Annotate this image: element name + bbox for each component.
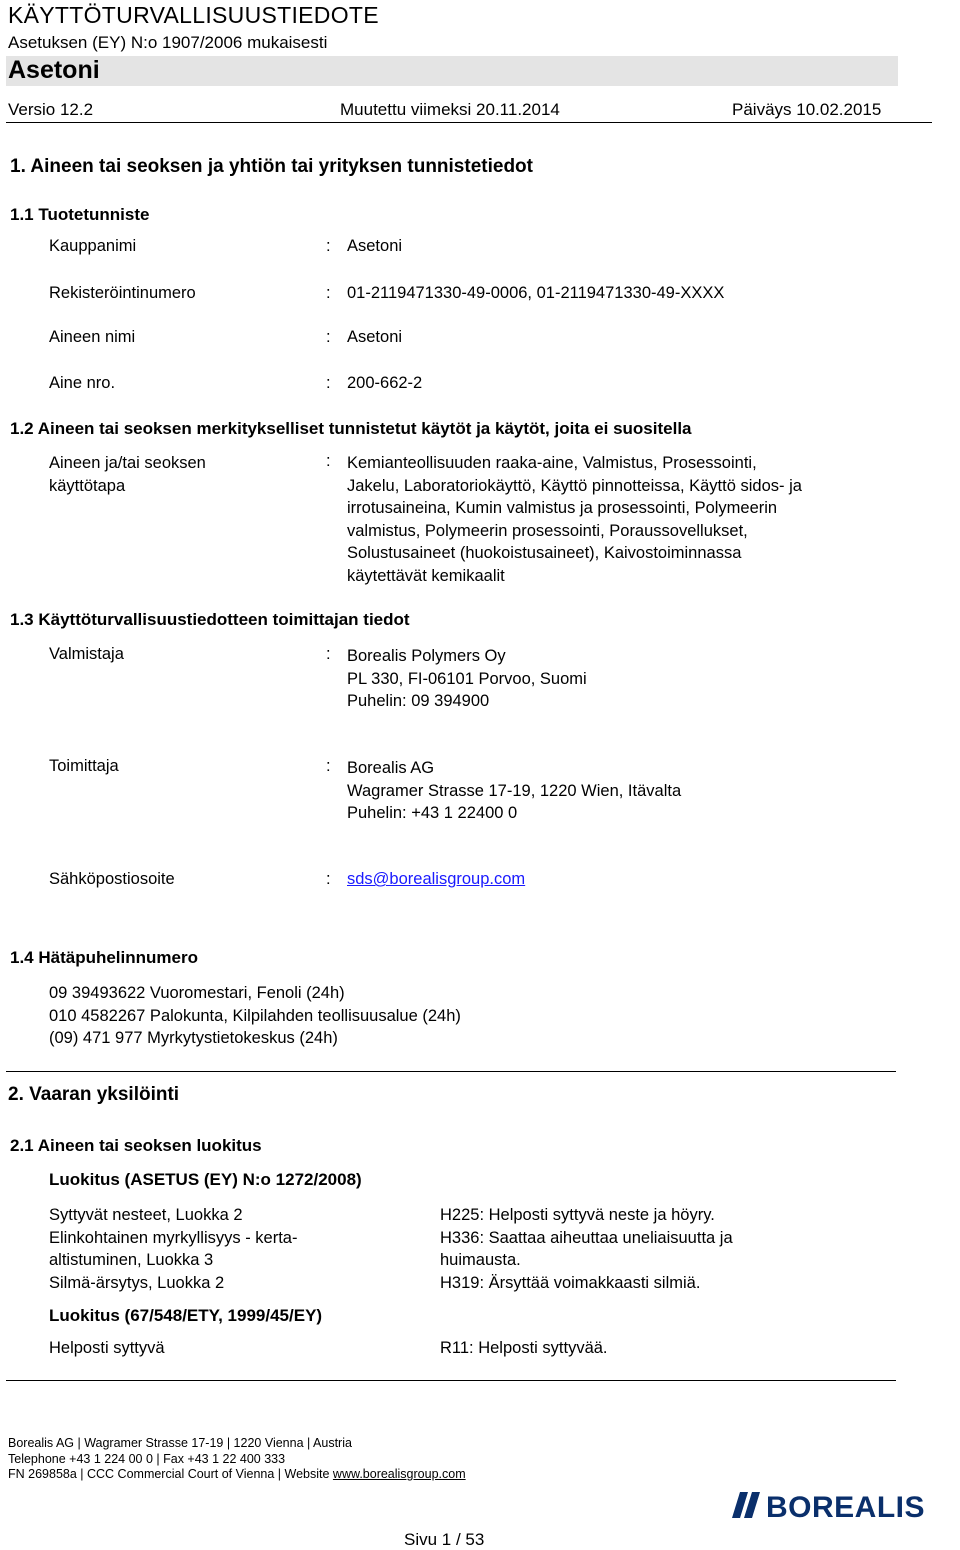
use-value-line: Solustusaineet (huokoistusaineet), Kaivostoiminnassa bbox=[347, 544, 742, 562]
emergency-line: 09 39493622 Vuoromestari, Fenoli (24h) bbox=[49, 984, 345, 1002]
supplier-line: Borealis AG bbox=[347, 759, 435, 777]
issue-date: Päiväys 10.02.2015 bbox=[732, 100, 882, 119]
borealis-logo-icon bbox=[730, 1488, 952, 1522]
hazard-class: Syttyvät nesteet, Luokka 2 bbox=[49, 1206, 243, 1224]
section-rule bbox=[6, 1071, 896, 1072]
use-label-line: Aineen ja/tai seoksen bbox=[49, 454, 206, 472]
section-rule bbox=[6, 1380, 896, 1381]
use-value-line: valmistus, Polymeerin prosessointi, Poraussovellukset, bbox=[347, 521, 748, 540]
manufacturer-line: Puhelin: 09 394900 bbox=[347, 692, 490, 710]
trade-name-label: Kauppanimi bbox=[49, 237, 137, 255]
colon: : bbox=[326, 284, 331, 302]
section-1-title: 1. Aineen tai seoksen ja yhtiön tai yrityksen tunnistetiedot bbox=[10, 156, 533, 177]
use-label bbox=[49, 452, 206, 497]
use-value bbox=[347, 452, 802, 587]
dsd-classification-title: Luokitus (67/548/ETY, 1999/45/EY) bbox=[49, 1306, 323, 1325]
last-modified: Muutettu viimeksi 20.11.2014 bbox=[340, 100, 560, 119]
clp-hazard-classes bbox=[49, 1204, 297, 1294]
svg-text:BOREALIS: BOREALIS bbox=[766, 1491, 926, 1522]
emergency-line: (09) 471 977 Myrkytystietokeskus (24h) bbox=[49, 1029, 338, 1047]
section-1-4-title: 1.4 Hätäpuhelinnumero bbox=[10, 948, 198, 967]
supplier-label: Toimittaja bbox=[49, 757, 119, 775]
product-bar bbox=[6, 56, 898, 86]
emergency-line: 010 4582267 Palokunta, Kilpilahden teollisuusalue (24h) bbox=[49, 1006, 461, 1025]
use-value-line: Kemianteollisuuden raaka-aine, Valmistus, Prosessointi, bbox=[347, 454, 757, 472]
ec-number-label: Aine nro. bbox=[49, 374, 116, 392]
use-label-line: käyttötapa bbox=[49, 476, 126, 495]
registration-value: 01-2119471330-49-0006, 01-2119471330-49-XXXX bbox=[347, 284, 725, 302]
clp-classification-title: Luokitus (ASETUS (EY) N:o 1272/2008) bbox=[49, 1170, 362, 1189]
dsd-risk-phrase: R11: Helposti syttyvää. bbox=[440, 1339, 608, 1357]
colon: : bbox=[326, 645, 331, 663]
emergency-numbers bbox=[49, 982, 461, 1050]
website-link[interactable]: www.borealisgroup.com bbox=[332, 1467, 466, 1481]
page-number: Sivu 1 / 53 bbox=[404, 1530, 485, 1549]
section-2-title: 2. Vaaran yksilöinti bbox=[8, 1084, 180, 1105]
ec-number-value: 200-662-2 bbox=[347, 374, 423, 392]
manufacturer-label: Valmistaja bbox=[49, 645, 124, 663]
dsd-hazard-class: Helposti syttyvä bbox=[49, 1339, 165, 1357]
hazard-statement: H319: Ärsyttää voimakkaasti silmiä. bbox=[440, 1273, 701, 1292]
use-value-line: käytettävät kemikaalit bbox=[347, 566, 505, 585]
product-name: Asetoni bbox=[8, 56, 100, 84]
email-label: Sähköpostiosoite bbox=[49, 870, 175, 888]
footer-registration bbox=[8, 1467, 466, 1481]
trade-name-value: Asetoni bbox=[347, 237, 403, 255]
section-2-1-title: 2.1 Aineen tai seoksen luokitus bbox=[10, 1136, 262, 1155]
supplier-value bbox=[347, 757, 681, 825]
email-link[interactable]: sds@borealisgroup.com bbox=[347, 870, 526, 888]
hazard-class: altistuminen, Luokka 3 bbox=[49, 1251, 214, 1269]
hazard-class: Silmä-ärsytys, Luokka 2 bbox=[49, 1273, 225, 1292]
regulation-subtitle: Asetuksen (EY) N:o 1907/2006 mukaisesti bbox=[8, 33, 328, 52]
registration-label: Rekisteröintinumero bbox=[49, 284, 196, 302]
manufacturer-line: PL 330, FI-06101 Porvoo, Suomi bbox=[347, 669, 587, 688]
hazard-class: Elinkohtainen myrkyllisyys - kerta- bbox=[49, 1228, 298, 1247]
header-rule bbox=[6, 122, 932, 123]
version: Versio 12.2 bbox=[8, 100, 94, 119]
colon: : bbox=[326, 870, 331, 888]
hazard-statement: H225: Helposti syttyvä neste ja höyry. bbox=[440, 1206, 715, 1224]
colon: : bbox=[326, 237, 331, 255]
colon: : bbox=[326, 374, 331, 392]
substance-name-label: Aineen nimi bbox=[49, 328, 136, 346]
section-1-3-title: 1.3 Käyttöturvallisuustiedotteen toimittajan tiedot bbox=[10, 610, 410, 629]
hazard-statement: H336: Saattaa aiheuttaa uneliaisuutta ja bbox=[440, 1228, 733, 1247]
colon: : bbox=[326, 452, 331, 470]
colon: : bbox=[326, 328, 331, 346]
footer-phone: Telephone +43 1 224 00 0 | Fax +43 1 22 400 333 bbox=[8, 1452, 286, 1466]
supplier-line: Wagramer Strasse 17-19, 1220 Wien, Itävalta bbox=[347, 781, 682, 800]
supplier-line: Puhelin: +43 1 22400 0 bbox=[347, 804, 518, 822]
document-title: KÄYTTÖTURVALLISUUSTIEDOTE bbox=[8, 2, 379, 28]
section-1-1-title: 1.1 Tuotetunniste bbox=[10, 205, 150, 224]
clp-hazard-statements bbox=[440, 1204, 733, 1294]
hazard-statement: huimausta. bbox=[440, 1251, 521, 1269]
manufacturer-value bbox=[347, 645, 587, 713]
borealis-logo bbox=[730, 1488, 952, 1527]
colon: : bbox=[326, 757, 331, 775]
substance-name-value: Asetoni bbox=[347, 328, 403, 346]
footer-registration-text: FN 269858a | CCC Commercial Court of Vienna | Website bbox=[8, 1467, 333, 1481]
section-1-2-title: 1.2 Aineen tai seoksen merkitykselliset tunnistetut käytöt ja käytöt, joita ei suositella bbox=[10, 419, 692, 438]
use-value-line: irrotusaineina, Kumin valmistus ja prosessointi, Polymeerin bbox=[347, 499, 778, 517]
footer-address: Borealis AG | Wagramer Strasse 17-19 | 1220 Vienna | Austria bbox=[8, 1436, 352, 1450]
use-value-line: Jakelu, Laboratoriokäyttö, Käyttö pinnotteissa, Käyttö sidos- ja bbox=[347, 476, 802, 495]
manufacturer-line: Borealis Polymers Oy bbox=[347, 647, 506, 665]
